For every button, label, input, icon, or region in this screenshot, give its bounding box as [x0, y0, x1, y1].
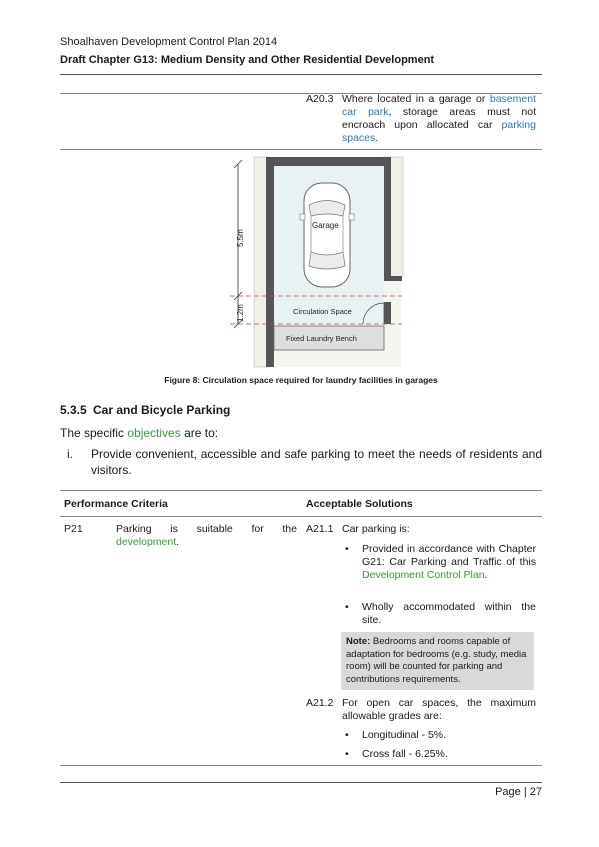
chapter-title: Draft Chapter G13: Medium Density and Other Residential Development	[60, 54, 435, 66]
criteria-table-bottom	[60, 765, 542, 766]
bullet-dot: •	[345, 543, 349, 555]
left-wall	[266, 157, 274, 367]
footer-divider	[60, 782, 542, 783]
header-divider	[60, 74, 542, 75]
car-icon	[300, 183, 354, 287]
note-box: Note: Bedrooms and rooms capable of adaptation for bedrooms (e.g. study, media room) will be counted for parking and contributions requirements.	[341, 632, 534, 690]
bullet-dot: •	[345, 748, 349, 760]
a21-2-code: A21.2	[306, 697, 334, 709]
right-wall	[384, 157, 391, 277]
development-link[interactable]: development	[116, 536, 177, 548]
a21-1-text: Car parking is:	[342, 523, 410, 535]
objective-item: Provide convenient, accessible and safe parking to meet the needs of residents and visitors.	[91, 447, 542, 477]
page-number: Page | 27	[495, 786, 542, 798]
objective-marker: i.	[67, 447, 73, 461]
right-wall-return	[384, 276, 402, 281]
a21-2-bullet-2: Cross fall - 6.25%.	[362, 748, 448, 760]
a20-3-text: Where located in a garage or basement car park, storage areas must not encroach upon allocated car parking spaces.	[342, 93, 536, 144]
fixed-laundry-bench-label: Fixed Laundry Bench	[286, 334, 357, 343]
objectives-intro: The specific objectives are to:	[60, 426, 219, 440]
criteria-table-top	[60, 490, 542, 491]
a21-1-bullet-1: Provided in accordance with Chapter G21: Car Parking and Traffic of this Development Control Plan.	[362, 543, 536, 581]
garage-laundry-figure	[0, 150, 599, 370]
acceptable-solutions-header: Acceptable Solutions	[306, 498, 413, 510]
door-jamb	[384, 302, 391, 324]
a21-1-bullet-2: Wholly accommodated within the site.	[362, 601, 536, 626]
performance-criteria-header: Performance Criteria	[64, 498, 168, 510]
garage-label: Garage	[312, 221, 339, 230]
p21-text: Parking is suitable for the	[116, 523, 297, 535]
a20-3-code: A20.3	[306, 93, 334, 105]
length-dimension-label: 5.5m	[236, 229, 245, 247]
bullet-dot: •	[345, 729, 349, 741]
section-heading: 5.3.5 Car and Bicycle Parking	[60, 403, 231, 417]
top-wall	[266, 157, 384, 166]
basement-car-park-link[interactable]: basement car park	[342, 93, 536, 118]
development-control-plan-link[interactable]: Development Control Plan	[362, 569, 485, 581]
a21-2-text: For open car spaces, the maximum allowable grades are:	[342, 697, 536, 722]
width-dimension-label: 1.2m	[236, 304, 245, 322]
figure-caption: Figure 8: Circulation space required for laundry facilities in garages	[164, 375, 438, 385]
p21-text-end: development.	[116, 536, 180, 548]
bullet-dot: •	[345, 601, 349, 613]
circulation-space-label: Circulation Space	[293, 307, 352, 316]
document-title: Shoalhaven Development Control Plan 2014	[60, 36, 278, 48]
a21-1-code: A21.1	[306, 523, 334, 535]
parking-spaces-link[interactable]: parking spaces	[342, 119, 536, 144]
a21-2-bullet-1: Longitudinal - 5%.	[362, 729, 447, 741]
p21-code: P21	[64, 523, 83, 535]
criteria-header-divider	[60, 516, 542, 517]
objectives-link[interactable]: objectives	[127, 426, 181, 440]
